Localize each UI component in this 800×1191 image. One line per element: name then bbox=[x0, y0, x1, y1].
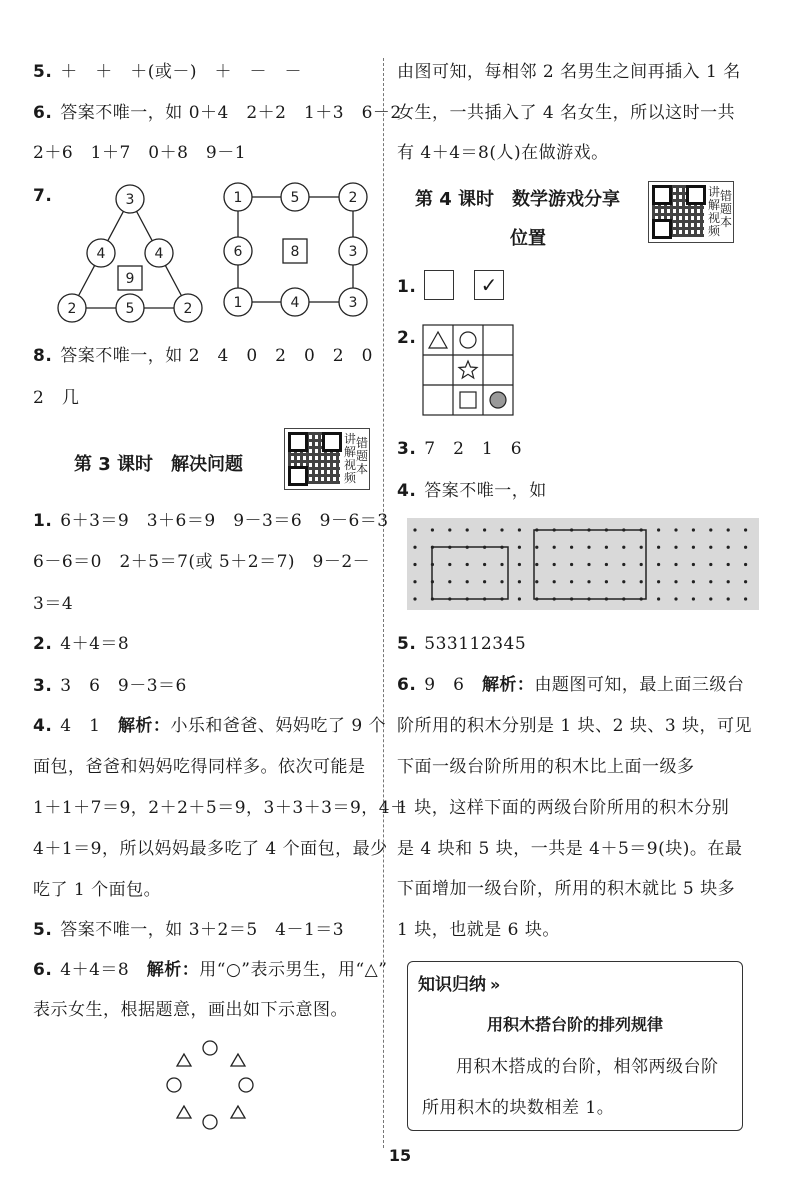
grid-dot bbox=[535, 546, 538, 549]
grid-dot bbox=[692, 546, 695, 549]
sq-br: 3 bbox=[348, 295, 358, 311]
grid-dot bbox=[657, 597, 660, 600]
grid-dot bbox=[570, 580, 573, 583]
grid-dot bbox=[657, 580, 660, 583]
grid-dot bbox=[466, 563, 469, 566]
grid-dot bbox=[657, 546, 660, 549]
star-icon bbox=[459, 361, 477, 378]
girl-triangle bbox=[177, 1054, 191, 1066]
gray-circle-icon bbox=[490, 392, 506, 408]
grid-dot bbox=[657, 563, 660, 566]
girl-triangle bbox=[231, 1054, 245, 1066]
double-arrow-icon: » bbox=[490, 975, 501, 994]
l3-answer-1-line2: 6－6＝0 2＋5＝7(或 5＋2＝7) 9－2－ bbox=[33, 552, 371, 572]
grid-dot bbox=[535, 580, 538, 583]
grid-dot bbox=[674, 546, 677, 549]
grid-dot bbox=[553, 580, 556, 583]
grid-dot bbox=[570, 546, 573, 549]
grid-dot bbox=[640, 580, 643, 583]
check-icon: ✓ bbox=[480, 273, 498, 297]
grid-dot bbox=[483, 563, 486, 566]
knowledge-summary-box bbox=[407, 961, 743, 1131]
grid-dot bbox=[709, 580, 712, 583]
l4-answer-1: 1. bbox=[397, 277, 417, 297]
tri-center: 9 bbox=[125, 271, 135, 287]
grid-dot bbox=[640, 546, 643, 549]
grid-dot bbox=[727, 528, 730, 531]
grid-dot bbox=[518, 546, 521, 549]
grid-dot bbox=[535, 563, 538, 566]
l3-answer-1-line3: 3＝4 bbox=[33, 594, 74, 614]
grid-dot bbox=[622, 546, 625, 549]
tri-mid-left: 4 bbox=[96, 246, 106, 262]
l3-answer-4-line4: 4＋1＝9，所以妈妈最多吃了 4 个面包，最少 bbox=[33, 839, 388, 859]
grid-dot bbox=[448, 528, 451, 531]
grid-dot bbox=[413, 546, 416, 549]
grid-dot bbox=[727, 580, 730, 583]
column-divider bbox=[383, 58, 384, 1148]
l3-answer-2: 2. 4＋4＝8 bbox=[33, 634, 130, 654]
grid-dot bbox=[692, 563, 695, 566]
grid-dot bbox=[605, 563, 608, 566]
l4-answer-6-line2: 阶所用的积木分别是 1 块、2 块、3 块，可见 bbox=[397, 716, 753, 736]
l4-answer-5: 5. 533112345 bbox=[397, 634, 527, 654]
girl-triangle bbox=[177, 1106, 191, 1118]
l4-answer-6-line6: 下面增加一级台阶，所用的积木就比 5 块多 bbox=[397, 879, 736, 899]
grid-dot bbox=[518, 563, 521, 566]
grid-dot bbox=[448, 580, 451, 583]
dot-grid-diagram bbox=[407, 518, 759, 610]
cont-line2: 女生，一共插入了 4 名女生，所以这时一共 bbox=[397, 103, 736, 123]
grid-dot bbox=[744, 528, 747, 531]
sq-mr: 3 bbox=[348, 244, 358, 260]
grid-dot bbox=[674, 597, 677, 600]
grid-dot bbox=[500, 563, 503, 566]
grid-dot bbox=[500, 580, 503, 583]
checked-box bbox=[474, 270, 504, 300]
cont-line3: 有 4＋4＝8(人)在做游戏。 bbox=[397, 143, 609, 163]
sq-tl: 1 bbox=[233, 190, 243, 206]
grid-dot bbox=[553, 563, 556, 566]
grid-dot bbox=[727, 563, 730, 566]
l4-answer-3: 3. 7 2 1 6 bbox=[397, 439, 523, 459]
l4-answer-6-line7: 1 块，也就是 6 块。 bbox=[397, 920, 560, 940]
answer-6-line2: 2＋6 1＋7 0＋8 9－1 bbox=[33, 143, 247, 163]
l3-answer-5: 5. 答案不唯一，如 3＋2＝5 4－1＝3 bbox=[33, 920, 345, 940]
qr-label-2: 错 题 本 bbox=[719, 189, 732, 229]
triangle-icon bbox=[429, 332, 447, 348]
grid-dot bbox=[744, 580, 747, 583]
grid-dot bbox=[587, 563, 590, 566]
grid-dot bbox=[744, 597, 747, 600]
grid-dot bbox=[518, 528, 521, 531]
grid-dot bbox=[431, 528, 434, 531]
sq-center: 8 bbox=[290, 244, 300, 260]
grid-dot bbox=[709, 528, 712, 531]
grid-dot bbox=[657, 528, 660, 531]
tri-top: 3 bbox=[125, 192, 135, 208]
grid-dot bbox=[500, 528, 503, 531]
l3-answer-1-line1: 1. 6＋3＝9 3＋6＝9 9－3＝6 9－6＝3 bbox=[33, 511, 389, 531]
boy-circle bbox=[167, 1078, 181, 1092]
tri-bottom-right: 2 bbox=[183, 301, 193, 317]
lesson3-title: 第 3 课时 解决问题 bbox=[74, 454, 244, 475]
l4-answer-6-line4: 1 块，这样下面的两级台阶所用的积木分别 bbox=[397, 798, 730, 818]
sq-tr: 2 bbox=[348, 190, 358, 206]
answer-7-label: 7. bbox=[33, 186, 53, 206]
grid-dot bbox=[674, 580, 677, 583]
lesson4-title-line1: 第 4 课时 数学游戏分享 bbox=[415, 189, 621, 210]
grid-dot bbox=[744, 546, 747, 549]
l3-answer-4-line5: 吃了 1 个面包。 bbox=[33, 880, 162, 900]
knowledge-title: 用积木搭台阶的排列规律 bbox=[486, 1015, 663, 1034]
grid-dot bbox=[518, 580, 521, 583]
grid-dot bbox=[640, 563, 643, 566]
grid-dot bbox=[413, 580, 416, 583]
l4-answer-6-line1: 6. 9 6 解析：由题图可知，最上面三级台 bbox=[397, 675, 745, 695]
qr-label-1: 讲 解 视 频 bbox=[343, 432, 356, 485]
answer-8-line1: 8. 答案不唯一，如 2 4 0 2 0 2 0 bbox=[33, 346, 373, 366]
grid-dot bbox=[709, 597, 712, 600]
boy-circle bbox=[203, 1115, 217, 1129]
grid-dot bbox=[413, 563, 416, 566]
l3-answer-3: 3. 3 6 9－3＝6 bbox=[33, 676, 187, 696]
boy-circle bbox=[203, 1041, 217, 1055]
sq-bl: 1 bbox=[233, 295, 243, 311]
grid-dot bbox=[570, 563, 573, 566]
grid-dot bbox=[518, 597, 521, 600]
l4-answer-2: 2. bbox=[397, 328, 417, 348]
grid-dot bbox=[744, 563, 747, 566]
q7-diagrams bbox=[50, 180, 380, 330]
grid-dot bbox=[448, 563, 451, 566]
grid-dot bbox=[605, 546, 608, 549]
l3-answer-4-line1: 4. 4 1 解析：小乐和爸爸、妈妈吃了 9 个 bbox=[33, 716, 387, 736]
lesson4-qr[interactable] bbox=[648, 181, 734, 243]
square-icon bbox=[460, 392, 476, 408]
l4-answer-6-line5: 是 4 块和 5 块，一共是 4＋5＝9(块)。在最 bbox=[397, 839, 743, 859]
tri-bottom-mid: 5 bbox=[125, 301, 135, 317]
grid-dot bbox=[413, 597, 416, 600]
grid-dot bbox=[709, 546, 712, 549]
grid-dot bbox=[674, 563, 677, 566]
grid-dot bbox=[553, 546, 556, 549]
girl-triangle bbox=[231, 1106, 245, 1118]
grid-dot bbox=[692, 528, 695, 531]
knowledge-line2: 所用积木的块数相差 1。 bbox=[422, 1098, 615, 1118]
l4-answer-6-line3: 下面一级台阶所用的积木比上面一级多 bbox=[397, 757, 695, 777]
answer-6-line1: 6. 答案不唯一，如 0＋4 2＋2 1＋3 6－2 bbox=[33, 103, 402, 123]
cont-line1: 由图可知，每相邻 2 名男生之间再插入 1 名 bbox=[397, 62, 741, 82]
lesson4-title-line2: 位置 bbox=[510, 228, 546, 249]
qr-label-1: 讲 解 视 频 bbox=[707, 185, 720, 238]
grid-dot bbox=[692, 597, 695, 600]
grid-dot bbox=[727, 597, 730, 600]
grid-dot bbox=[709, 563, 712, 566]
tri-bottom-left: 2 bbox=[67, 301, 77, 317]
boy-circle bbox=[239, 1078, 253, 1092]
l3-answer-6-line1: 6. 4＋4＝8 解析：用“○”表示男生，用“△” bbox=[33, 960, 388, 980]
grid-dot bbox=[587, 546, 590, 549]
answer-8-line2: 2 几 bbox=[33, 388, 80, 408]
grid-dot bbox=[483, 528, 486, 531]
empty-box bbox=[424, 270, 454, 300]
sq-ml: 6 bbox=[233, 244, 243, 260]
grid-dot bbox=[466, 580, 469, 583]
grid-dot bbox=[622, 563, 625, 566]
l3-answer-6-line2: 表示女生，根据题意，画出如下示意图。 bbox=[33, 1000, 348, 1020]
l3-answer-4-line3: 1＋1＋7＝9，2＋2＋5＝9，3＋3＋3＝9，4＋ bbox=[33, 798, 408, 818]
lesson3-qr[interactable] bbox=[284, 428, 370, 490]
grid-dot bbox=[622, 580, 625, 583]
tri-mid-right: 4 bbox=[154, 246, 164, 262]
boys-girls-diagram bbox=[160, 1036, 260, 1136]
grid-dot bbox=[692, 580, 695, 583]
grid-dot bbox=[466, 528, 469, 531]
knowledge-tag: 知识归纳 » bbox=[418, 975, 501, 995]
grid-dot bbox=[483, 580, 486, 583]
grid-dot bbox=[587, 580, 590, 583]
l3-answer-4-line2: 面包，爸爸和妈妈吃得同样多。依次可能是 bbox=[33, 757, 366, 777]
sq-tm: 5 bbox=[290, 190, 300, 206]
qr-label-2: 错 题 本 bbox=[355, 436, 368, 476]
page-number: 15 bbox=[388, 1146, 412, 1165]
knowledge-line1: 用积木搭成的台阶，相邻两级台阶 bbox=[456, 1057, 719, 1077]
sq-bm: 4 bbox=[290, 295, 300, 311]
grid-dot bbox=[605, 580, 608, 583]
grid-dot bbox=[413, 528, 416, 531]
grid-dot bbox=[674, 528, 677, 531]
grid-dot bbox=[727, 546, 730, 549]
l4-answer-4: 4. 答案不唯一，如 bbox=[397, 481, 547, 501]
circle-icon bbox=[460, 332, 476, 348]
position-grid bbox=[422, 324, 516, 418]
answer-5: 5. ＋ ＋ ＋(或－) ＋ － － bbox=[33, 62, 303, 82]
